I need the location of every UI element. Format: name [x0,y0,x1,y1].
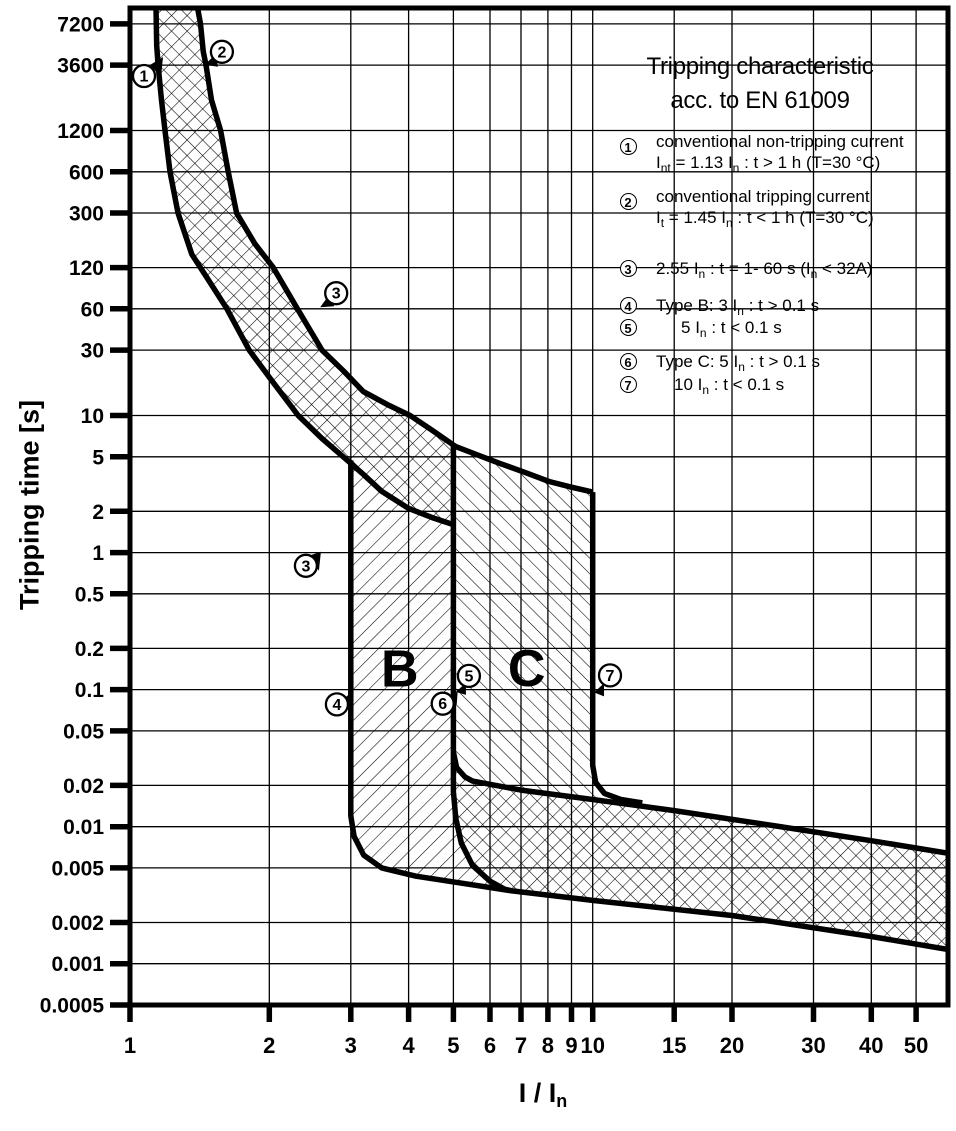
y-tick-label: 0.01 [63,816,104,840]
y-tick-label: 0.001 [51,953,104,977]
text-segment: I [733,352,739,371]
y-tick-label: 600 [68,161,104,185]
x-tick-label: 9 [565,1033,578,1058]
x-axis-label [519,1078,568,1112]
x-tick-label: 4 [402,1033,415,1058]
legend-item-1-text [656,131,904,152]
y-tick-label: 0.0005 [39,994,104,1018]
x-tick-label: 1 [123,1033,137,1058]
marker-number: 7 [605,667,615,685]
legend-number-6: 6 [620,353,637,370]
chart-title-line1: Tripping characteristic [646,53,874,80]
y-tick-label: 0.002 [51,912,104,935]
legend-item-1-text [656,152,880,179]
x-tick-label: 8 [541,1033,555,1058]
text-segment: I / I [518,1078,557,1108]
text-segment: : t < 0.1 s [706,318,782,337]
text-segment: I [693,259,699,278]
y-tick-label: 120 [68,257,104,281]
text-segment: conventional tripping current [656,187,870,206]
legend-number-3: 3 [620,260,637,277]
legend-item-3-text [656,258,873,285]
y-tick-label: 0.02 [63,774,104,798]
text-segment: : t < 1 h (T=30 °C) [732,208,874,227]
y-tick-label: 1 [92,542,104,566]
x-tick-label: 3 [344,1033,357,1058]
text-segment: I [721,208,726,227]
subscript: n [702,383,710,397]
y-tick-label: 0.1 [74,679,104,703]
y-tick-label: 0.5 [74,583,104,607]
y-tick-label: 2 [92,500,104,524]
x-tick-label: 2 [263,1033,276,1058]
text-segment: I [695,318,700,337]
legend-item-2-text [656,186,870,207]
x-tick-label: 6 [483,1033,497,1058]
marker-number: 1 [139,68,149,86]
subscript: n [737,304,744,318]
subscript: nt [660,161,671,175]
y-tick-label: 60 [80,298,104,322]
text-segment: : t > 1 h (T=30 °C) [739,153,881,172]
text-segment: : t = 1- 60 s ( [705,259,806,278]
legend-number-7: 7 [620,376,637,393]
marker-number: 3 [331,285,341,303]
text-segment: : t > 0.1 s [744,352,821,371]
text-segment: 10 [674,375,698,394]
text-segment: conventional non-tripping current [656,132,904,151]
y-tick-label: 0.2 [74,637,104,661]
legend-item-7-text [674,374,784,401]
y-tick-label: 10 [80,405,104,428]
marker-number: 6 [438,696,448,714]
subscript: t [660,216,665,230]
text-segment: : t > 0.1 s [743,296,820,315]
marker-number: 3 [301,558,311,576]
text-segment: I [732,296,738,315]
y-tick-label: 30 [80,339,104,363]
legend-number-4: 4 [620,297,637,314]
region-label-C: C [507,639,546,698]
y-tick-label: 7200 [57,13,104,37]
y-tick-label: 3600 [57,54,104,78]
text-segment: Type B: 3 [656,296,733,315]
y-tick-label: 0.005 [51,857,104,881]
y-tick-label: 5 [92,446,104,470]
legend-number-2: 2 [620,193,637,210]
marker-number: 2 [217,44,227,62]
y-tick-label: 300 [68,202,104,226]
text-segment: < 32A) [817,259,873,278]
text-segment: I [727,153,733,172]
marker-number: 4 [332,696,342,714]
text-segment: 5 [681,318,696,337]
x-tick-label: 50 [903,1033,929,1058]
region-type-C-region [453,446,948,949]
marker-number: 5 [464,668,474,686]
text-segment: : t < 0.1 s [709,375,785,394]
x-tick-label: 30 [801,1033,826,1058]
curve-type-C-upper-envelope-10In [593,492,643,803]
subscript: n [556,1091,568,1111]
marker-3 [295,552,321,577]
text-segment: I [656,208,661,227]
subscript: n [699,326,707,340]
text-segment: 2.55 [656,259,694,278]
legend-number-5: 5 [620,319,637,336]
x-tick-label: 15 [661,1033,687,1058]
y-axis-label: Tripping time [s] [14,399,45,611]
text-segment: = 1.45 [664,208,722,227]
chart-title-line2: acc. to EN 61009 [670,87,850,114]
text-segment: = 1.13 [670,153,728,172]
x-tick-label: 7 [514,1033,528,1058]
marker-4 [326,692,352,715]
subscript: n [732,161,740,175]
legend-item-5-text [681,317,782,344]
subscript: n [810,267,818,281]
x-tick-label: 40 [859,1033,884,1058]
region-label-B: B [381,640,419,699]
subscript: n [738,360,745,374]
x-tick-label: 10 [580,1033,605,1058]
text-segment: I [805,259,811,278]
x-tick-label: 5 [447,1033,460,1058]
text-segment: Type C: 5 [656,352,734,371]
y-tick-label: 0.05 [63,720,104,744]
legend [0,0,956,420]
text-segment: I [656,153,661,172]
subscript: n [726,216,733,230]
marker-7 [594,664,621,696]
x-tick-label: 20 [719,1033,745,1058]
legend-number-1: 1 [620,138,637,155]
text-segment: I [697,375,703,394]
y-tick-label: 1200 [57,120,104,143]
subscript: n [698,267,706,281]
legend-item-2-text [656,207,874,234]
